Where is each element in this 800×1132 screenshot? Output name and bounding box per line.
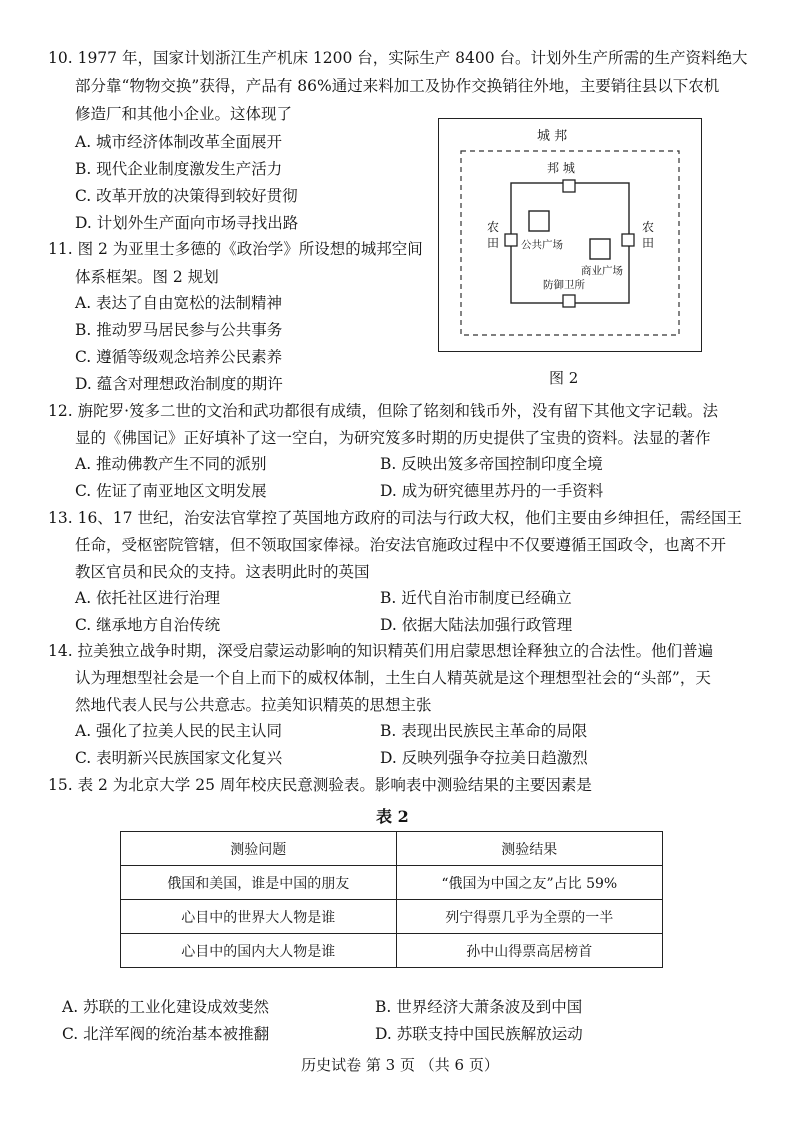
table-header-result: 测验结果 — [396, 832, 662, 866]
q14-option-a: A. 强化了拉美人民的民主认同 — [75, 722, 283, 740]
q12-option-b: B. 反映出笈多帝国控制印度全境 — [380, 455, 603, 473]
q12-option-d: D. 成为研究德里苏丹的一手资料 — [380, 482, 604, 500]
table-cell: 俄国和美国，谁是中国的朋友 — [121, 866, 397, 900]
table-row — [121, 900, 663, 934]
table-cell: 孙中山得票高居榜首 — [396, 934, 662, 968]
figure-caption: 图 2 — [549, 369, 579, 387]
q10-stem-line-1: 10. 1977 年，国家计划浙江生产机床 1200 台，实际生产 8400 台。计划外生产所需的生产资料绝大 — [48, 49, 748, 67]
q15-option-d: D. 苏联支持中国民族解放运动 — [375, 1025, 583, 1043]
q10-option-c: C. 改革开放的决策得到较好贯彻 — [75, 187, 298, 205]
outer-city-state-label: 城 邦 — [537, 129, 568, 144]
farmland-right-label: 农 田 — [642, 220, 655, 250]
q12-option-c: C. 佐证了南亚地区文明发展 — [75, 482, 267, 500]
commercial-square-label: 商业广场 — [581, 265, 623, 277]
inner-city-label: 邦 城 — [547, 161, 575, 175]
city-state-diagram — [438, 118, 702, 352]
q13-option-b: B. 近代自治市制度已经确立 — [380, 589, 572, 607]
q15-option-c: C. 北洋军阀的统治基本被推翻 — [62, 1025, 270, 1043]
q13-option-a: A. 依托社区进行治理 — [75, 589, 221, 607]
table-header-row — [121, 832, 663, 866]
q12-stem-line-1: 12. 旃陀罗·笈多二世的文治和武功都很有成绩，但除了铭刻和钱币外，没有留下其他文字记载。法 — [48, 402, 719, 420]
q14-option-c: C. 表明新兴民族国家文化复兴 — [75, 749, 283, 767]
city-state-diagram-lines — [439, 119, 701, 351]
q12-stem-line-2: 显的《佛国记》正好填补了这一空白，为研究笈多时期的历史提供了宝贵的资料。法显的著作 — [75, 429, 711, 447]
q14-stem-line-1: 14. 拉美独立战争时期，深受启蒙运动影响的知识精英们用启蒙思想诠释独立的合法性。他们普遍 — [48, 642, 714, 660]
q14-option-d: D. 反映列强争夺拉美日趋激烈 — [380, 749, 588, 767]
q13-option-d: D. 依据大陆法加强行政管理 — [380, 616, 573, 634]
q10-option-b: B. 现代企业制度激发生产活力 — [75, 160, 283, 178]
q14-stem-line-3: 然地代表人民与公共意志。拉美知识精英的思想主张 — [75, 696, 432, 714]
q15-option-b: B. 世界经济大萧条波及到中国 — [375, 998, 583, 1016]
table-cell: 心目中的国内大人物是谁 — [121, 934, 397, 968]
q13-stem-line-1: 13. 16、17 世纪，治安法官掌控了英国地方政府的司法与行政大权，他们主要由乡绅担任，需经国王 — [48, 509, 742, 527]
q10-stem-line-3: 修造厂和其他小企业。这体现了 — [75, 105, 293, 123]
q10-option-d: D. 计划外生产面向市场寻找出路 — [75, 214, 299, 232]
table-cell: 心目中的世界大人物是谁 — [121, 900, 397, 934]
q11-option-d: D. 蕴含对理想政治制度的期许 — [75, 375, 283, 393]
q10-option-a: A. 城市经济体制改革全面展开 — [75, 133, 283, 151]
q14-option-b: B. 表现出民族民主革命的局限 — [380, 722, 588, 740]
table-row — [121, 866, 663, 900]
page-footer: 历史试卷 第 3 页 （共 6 页） — [301, 1056, 499, 1074]
q12-option-a: A. 推动佛教产生不同的派别 — [75, 455, 267, 473]
q14-stem-line-2: 认为理想型社会是一个自上而下的威权体制，土生白人精英就是这个理想型社会的“头部”，天 — [75, 669, 711, 687]
q11-stem-line-2: 体系框架。图 2 规划 — [75, 268, 219, 286]
q11-option-c: C. 遵循等级观念培养公民素养 — [75, 348, 283, 366]
table-cell: 列宁得票几乎为全票的一半 — [396, 900, 662, 934]
table-header-question: 测验问题 — [121, 832, 397, 866]
table-cell: “俄国为中国之友”占比 59% — [396, 866, 662, 900]
guard-post-label: 防御卫所 — [543, 279, 585, 291]
survey-table — [120, 831, 663, 968]
table-caption: 表 2 — [376, 807, 409, 826]
q15-option-a: A. 苏联的工业化建设成效斐然 — [62, 998, 270, 1016]
farmland-left-label: 农 田 — [487, 220, 500, 250]
q11-option-a: A. 表达了自由宽松的法制精神 — [75, 294, 283, 312]
table-row — [121, 934, 663, 968]
q13-option-c: C. 继承地方自治传统 — [75, 616, 221, 634]
public-square-label: 公共广场 — [521, 239, 563, 251]
q13-stem-line-2: 任命，受枢密院管辖，但不领取国家俸禄。治安法官施政过程中不仅要遵循王国政令，也离不开 — [75, 536, 727, 554]
q13-stem-line-3: 教区官员和民众的支持。这表明此时的英国 — [75, 563, 370, 581]
q10-stem-line-2: 部分靠“物物交换”获得，产品有 86%通过来料加工及协作交换销往外地，主要销往县以下农机 — [75, 77, 720, 95]
q11-option-b: B. 推动罗马居民参与公共事务 — [75, 321, 283, 339]
q11-stem-line-1: 11. 图 2 为亚里士多德的《政治学》所设想的城邦空间 — [48, 240, 423, 258]
q15-stem-line-1: 15. 表 2 为北京大学 25 周年校庆民意测验表。影响表中测验结果的主要因素是 — [48, 776, 592, 794]
